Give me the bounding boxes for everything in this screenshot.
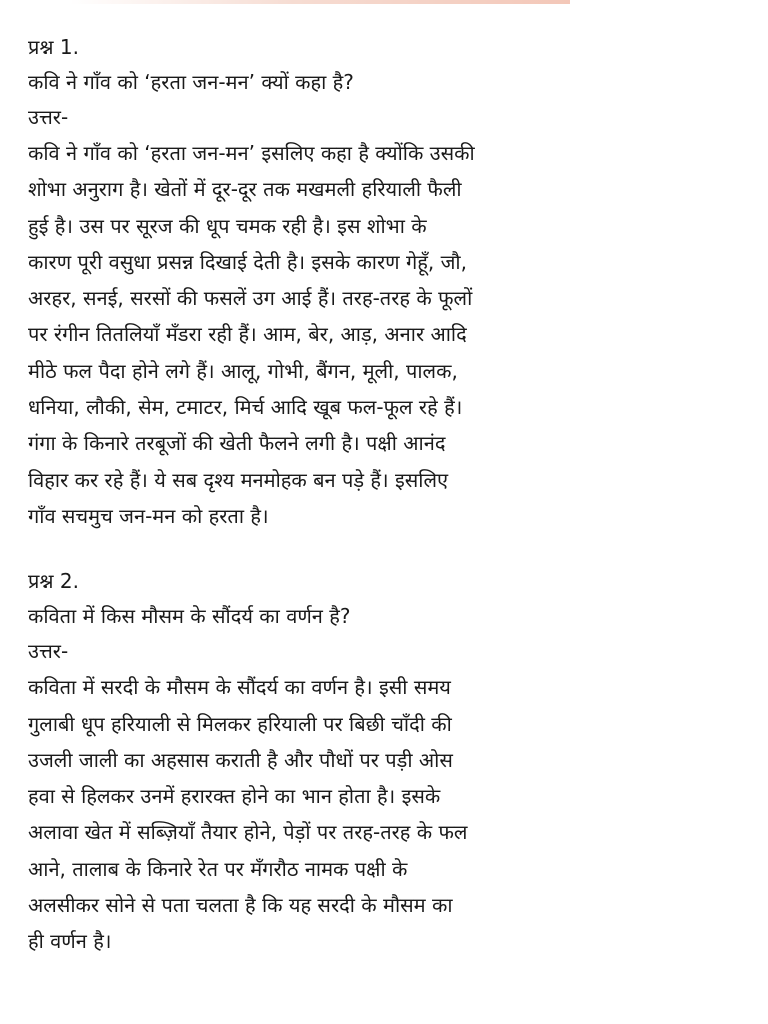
answer-line: अलसीकर सोने से पता चलता है कि यह सरदी के मौसम का <box>28 893 453 918</box>
question-number: प्रश्न 2. <box>28 569 79 594</box>
answer-line: शोभा अनुराग है। खेतों में दूर-दूर तक मखमली हरियाली फैली <box>28 177 462 202</box>
question-text: कवि ने गाँव को ‘हरता जन-मन’ क्यों कहा है? <box>28 70 354 94</box>
answer-line: हवा से हिलकर उनमें हरारक्त होने का भान होता है। इसके <box>28 784 441 809</box>
answer-line: गाँव सचमुच जन-मन को हरता है। <box>28 503 269 528</box>
answer-line: ही वर्णन है। <box>28 929 112 954</box>
top-decorative-strip <box>70 0 570 4</box>
answer-line: कविता में सरदी के मौसम के सौंदर्य का वर्णन है। इसी समय <box>28 675 451 700</box>
question-block-2 <box>28 564 748 959</box>
answer-line: विहार कर रहे हैं। ये सब दृश्य मनमोहक बन पड़े हैं। इसलिए <box>28 467 449 492</box>
answer-text <box>28 669 748 959</box>
answer-line: मीठे फल पैदा होने लगे हैं। आलू, गोभी, बैंगन, मूली, पालक, <box>28 358 458 383</box>
answer-line: हुई है। उस पर सूरज की धूप चमक रही है। इस शोभा के <box>28 213 427 238</box>
answer-line: उजली जाली का अहसास कराती है और पौधों पर पड़ी ओस <box>28 747 453 772</box>
answer-line: आने, तालाब के किनारे रेत पर मँगरौठ नामक पक्षी के <box>28 856 408 881</box>
answer-line: अरहर, सनई, सरसों की फसलें उग आई हैं। तरह-तरह के फूलों <box>28 286 473 311</box>
answer-text <box>28 135 748 534</box>
answer-line: कवि ने गाँव को ‘हरता जन-मन’ इसलिए कहा है क्योंकि उसकी <box>28 141 475 165</box>
question-text: कविता में किस मौसम के सौंदर्य का वर्णन है? <box>28 604 351 629</box>
answer-line: पर रंगीन तितलियाँ मँडरा रही हैं। आम, बेर, आड़, अनार आदि <box>28 322 467 347</box>
answer-line: धनिया, लौकी, सेम, टमाटर, मिर्च आदि खूब फल-फूल रहे हैं। <box>28 395 463 420</box>
document-content <box>28 30 748 960</box>
answer-line: कारण पूरी वसुधा प्रसन्न दिखाई देती है। इसके कारण गेहूँ, जौ, <box>28 249 467 274</box>
answer-label: उत्तर- <box>28 639 69 664</box>
question-number: प्रश्न 1. <box>28 35 79 59</box>
answer-line: अलावा खेत में सब्ज़ियाँ तैयार होने, पेड़ों पर तरह-तरह के फल <box>28 820 468 845</box>
answer-line: गंगा के किनारे तरबूजों की खेती फैलने लगी है। पक्षी आनंद <box>28 431 446 456</box>
answer-label: उत्तर- <box>28 105 69 129</box>
question-block-1 <box>28 30 748 534</box>
answer-line: गुलाबी धूप हरियाली से मिलकर हरियाली पर बिछी चाँदी की <box>28 711 452 736</box>
